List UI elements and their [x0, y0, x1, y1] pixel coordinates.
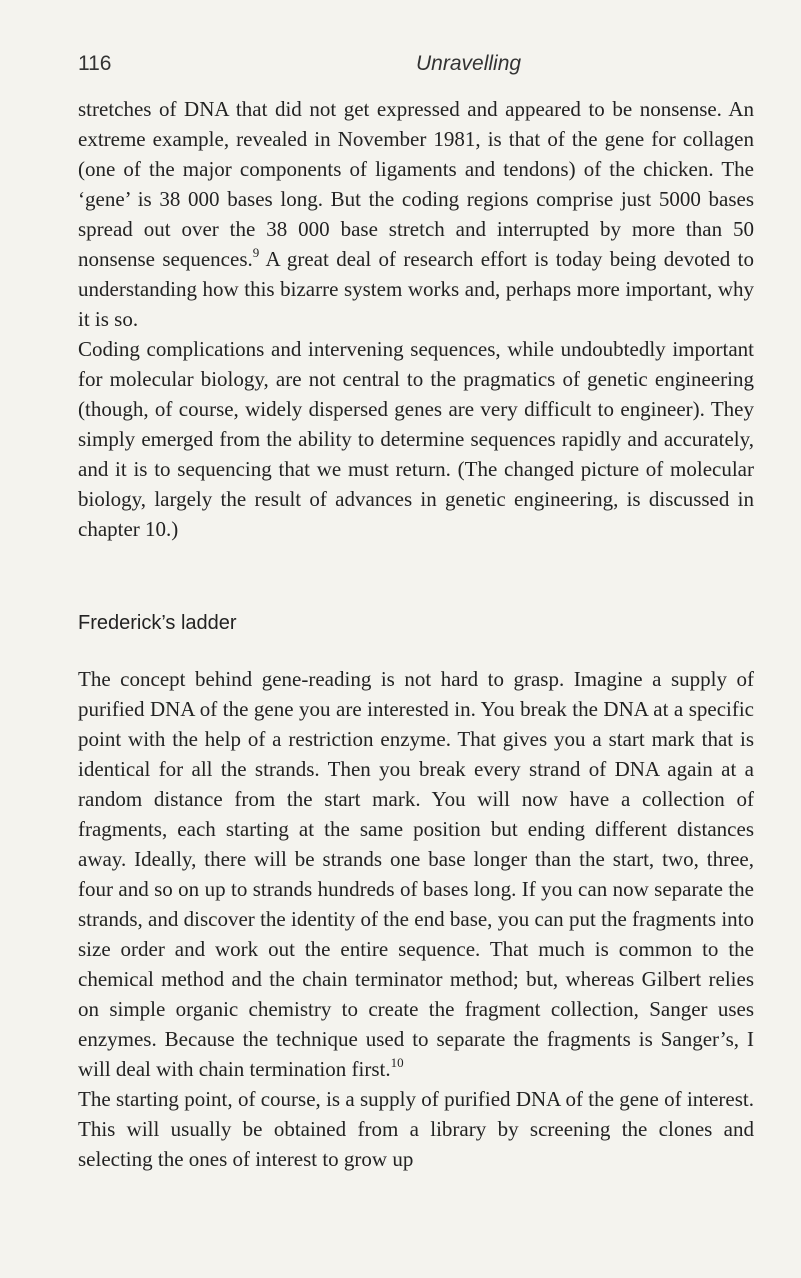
footnote-marker: 9 [252, 245, 260, 260]
paragraph-text-continued: A great deal of research effort is today being devoted to understanding how this bizarre system works and, perhaps more important, why it is so. [78, 247, 754, 331]
body-text [78, 94, 754, 1174]
footnote-marker: 10 [390, 1055, 404, 1070]
section-heading: Frederick’s ladder [78, 612, 237, 634]
paragraph [78, 94, 754, 334]
paragraph-text: stretches of DNA that did not get expressed and appeared to be nonsense. An extreme example, revealed in November 1981, is that of the gene for collagen (one of the major components of ligaments and tendons) of the chicken. The ‘gene’ is 38 000 bases long. But the coding regions comprise just 5000 bases spread out over the 38 000 base stretch and interrupted by more than 50 nonsense sequences. [78, 97, 754, 271]
paragraph-text: Coding complications and intervening sequences, while undoubtedly important for molecular biology, are not central to the pragmatics of genetic engineering (though, of course, widely dispersed genes are very difficult to engineer). They simply emerged from the ability to determine sequences rapidly and accurately, and it is to sequencing that we must return. (The changed picture of molecular biology, largely the result of advances in genetic engineering, is discussed in chapter 10.) [78, 337, 754, 541]
page-number: 116 [78, 52, 112, 75]
paragraph [78, 664, 754, 1084]
running-head [78, 52, 761, 82]
chapter-title: Unravelling [416, 52, 522, 75]
paragraph [78, 1084, 754, 1174]
paragraph-text: The starting point, of course, is a supply of purified DNA of the gene of interest. This will usually be obtained from a library by screening the clones and selecting the ones of interest to grow up [78, 1087, 754, 1171]
paragraph-text: The concept behind gene-reading is not hard to grasp. Imagine a supply of purified DNA of the gene you are interested in. You break the DNA at a specific point with the help of a restriction enzyme. That gives you a start mark that is identical for all the strands. Then you break every strand of DNA again at a random distance from the start mark. You will now have a collection of fragments, each starting at the same position but ending different distances away. Ideally, there will be strands one base longer than the start, two, three, four and so on up to strands hundreds of bases long. If you can now separate the strands, and discover the identity of the end base, you can put the fragments into size order and work out the entire sequence. That much is common to the chemical method and the chain terminator method; but, whereas Gilbert relies on simple organic chemistry to create the fragment collection, Sanger uses enzymes. Because the technique used to separate the fragments is Sanger’s, I will deal with chain termination first. [78, 667, 754, 1081]
paragraph [78, 334, 754, 544]
